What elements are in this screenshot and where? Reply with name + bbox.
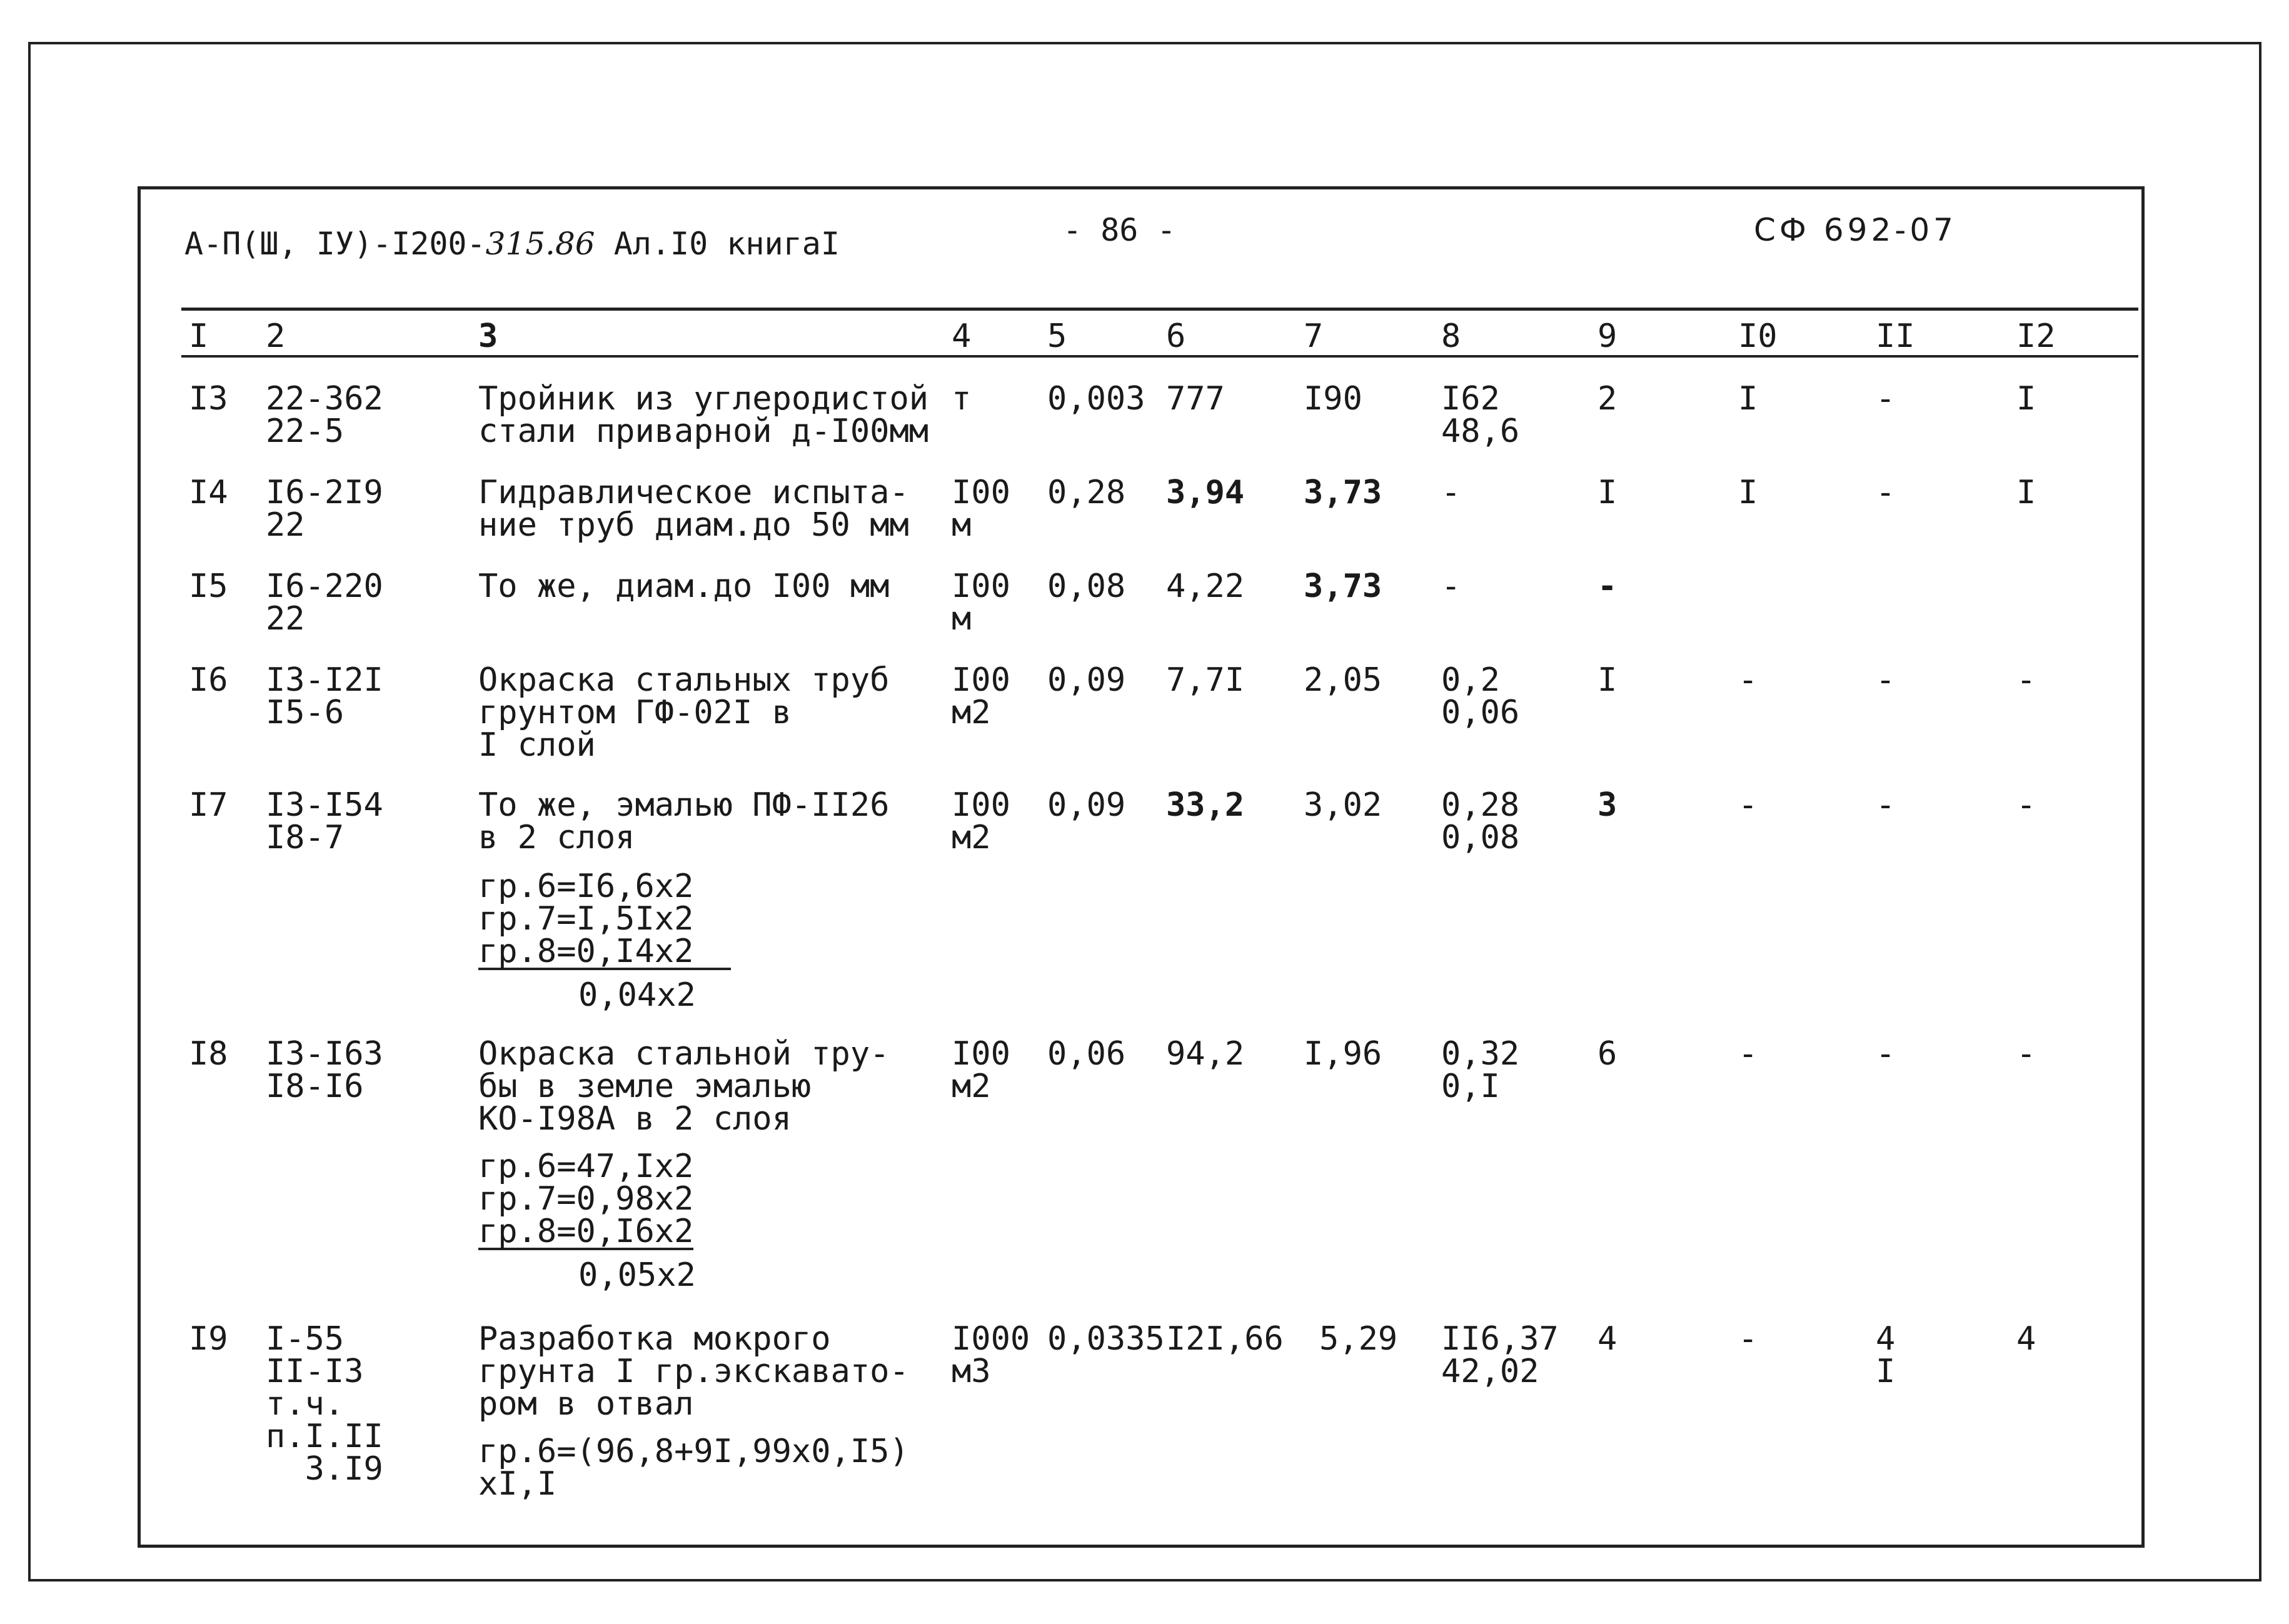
col-8-value: 0,28 0,08	[1441, 786, 1520, 856]
rate-code: I6-220 22	[266, 568, 383, 638]
formula-line: гр.7=0,98x2	[478, 1180, 694, 1218]
column-header-5: 5	[1047, 318, 1067, 355]
work-name: Тройник из углеродистой стали приварной д-I00мм	[478, 380, 929, 450]
formula-line-underlined: гр.8=0,I4x2	[478, 935, 731, 970]
formula-line-underlined: гр.8=0,I6x2	[478, 1213, 694, 1250]
col-12-value: I	[2016, 474, 2036, 511]
col-12-value: -	[2016, 786, 2036, 824]
unit: I00 м2	[952, 661, 1010, 731]
col-7-value: 3,02	[1304, 786, 1382, 824]
col-12-value: -	[2016, 1035, 2036, 1073]
col-11-value: 4 I	[1876, 1320, 1896, 1390]
document-code-handwritten: 315.86	[485, 226, 595, 262]
unit: I00 м	[952, 474, 1010, 544]
col-9-value: 4	[1597, 1320, 1617, 1358]
column-header-3: 3	[478, 318, 498, 355]
formula	[478, 1433, 909, 1503]
document-code-suffix: Ал.I0 книгаI	[595, 226, 840, 262]
col-10-value: -	[1738, 786, 1758, 824]
work-name: Окраска стальной тру- бы в земле эмалью КО-I98А в 2 слоя	[478, 1035, 890, 1138]
col-11-value: -	[1876, 380, 1896, 418]
table-header-rule	[181, 355, 2138, 358]
row-number: I8	[189, 1035, 228, 1073]
col-6-value: 33,2	[1166, 786, 1245, 824]
col-9-value: 6	[1597, 1035, 1617, 1073]
quantity: 0,28	[1047, 474, 1126, 511]
col-8-value: -	[1441, 568, 1461, 605]
col-11-value: -	[1876, 1035, 1896, 1073]
work-name: Разработка мокрого грунта I гр.экскавато- ром в отвал	[478, 1320, 909, 1423]
row-number: I5	[189, 568, 228, 605]
col-11-value: -	[1876, 474, 1896, 511]
col-8-value: II6,37 42,02	[1441, 1320, 1559, 1390]
column-header-9: 9	[1597, 318, 1617, 355]
column-header-7: 7	[1304, 318, 1324, 355]
col-8-value: 0,32 0,I	[1441, 1035, 1520, 1105]
column-header-6: 6	[1166, 318, 1186, 355]
quantity: 0,08	[1047, 568, 1126, 605]
unit: т	[952, 380, 972, 418]
formula	[478, 1150, 693, 1250]
col-9-value: 2	[1597, 380, 1617, 418]
column-header-4: 4	[952, 318, 972, 355]
col-6-value: 94,2	[1166, 1035, 1245, 1073]
column-header-2: 2	[266, 318, 286, 355]
page-number: - 86 -	[1063, 212, 1176, 248]
row-number: I3	[189, 380, 228, 418]
unit: I00 м2	[952, 786, 1010, 856]
col-7-value: 3,73	[1304, 474, 1382, 511]
unit: I00 м2	[952, 1035, 1010, 1105]
unit: I000 м3	[952, 1320, 1030, 1390]
col-12-value: 4	[2016, 1320, 2036, 1358]
col-12-value: I	[2016, 380, 2036, 418]
row-number: I6	[189, 661, 228, 699]
table-top-rule	[181, 308, 2138, 311]
col-9-value: I	[1597, 661, 1617, 699]
sheet-code: СФ 692-07	[1754, 212, 1957, 248]
col-6-value: 3,94	[1166, 474, 1245, 511]
work-name: То же, эмалью ПФ-II26 в 2 слоя	[478, 786, 890, 856]
col-7-value: 3,73	[1304, 568, 1382, 605]
work-name: Окраска стальных труб грунтом ГФ-02I в I слой	[478, 661, 890, 764]
col-8-value: -	[1441, 474, 1461, 511]
document-code-prefix: А-П(Ш, IУ)-I200-	[184, 226, 486, 262]
col-6-value: I2I,66	[1166, 1320, 1284, 1358]
quantity: 0,09	[1047, 661, 1126, 699]
quantity: 0,06	[1047, 1035, 1126, 1073]
document-code	[184, 226, 840, 261]
column-header-12: I2	[2016, 318, 2056, 355]
formula-denominator: 0,04x2	[578, 976, 696, 1014]
formula-line: xI,I	[478, 1465, 557, 1503]
col-9-value: I	[1597, 474, 1617, 511]
formula	[478, 870, 731, 970]
formula-line: гр.6=(96,8+9I,99x0,I5)	[478, 1433, 909, 1470]
rate-code: I3-I54 I8-7	[266, 786, 383, 856]
col-7-value: 5,29	[1319, 1320, 1398, 1358]
rate-code: I3-I63 I8-I6	[266, 1035, 383, 1105]
col-9-value: 3	[1597, 786, 1617, 824]
work-name: Гидравлическое испыта- ние труб диам.до 50 мм	[478, 474, 909, 544]
work-name: То же, диам.до I00 мм	[478, 568, 890, 605]
column-header-1: I	[189, 318, 209, 355]
column-header-11: II	[1876, 318, 1915, 355]
col-10-value: -	[1738, 1320, 1758, 1358]
unit: I00 м	[952, 568, 1010, 638]
rate-code: I6-2I9 22	[266, 474, 383, 544]
col-7-value: 2,05	[1304, 661, 1382, 699]
column-header-10: I0	[1738, 318, 1778, 355]
col-6-value: 4,22	[1166, 568, 1245, 605]
column-header-8: 8	[1441, 318, 1461, 355]
col-8-value: 0,2 0,06	[1441, 661, 1520, 731]
row-number: I7	[189, 786, 228, 824]
quantity: 0,0335	[1047, 1320, 1165, 1358]
rate-code: 22-362 22-5	[266, 380, 383, 450]
row-number: I4	[189, 474, 228, 511]
rate-code: I3-I2I I5-6	[266, 661, 383, 731]
col-11-value: -	[1876, 661, 1896, 699]
row-number: I9	[189, 1320, 228, 1358]
col-10-value: -	[1738, 1035, 1758, 1073]
col-10-value: I	[1738, 474, 1758, 511]
col-12-value: -	[2016, 661, 2036, 699]
col-9-value: -	[1597, 568, 1617, 605]
quantity: 0,09	[1047, 786, 1126, 824]
rate-code: I-55 II-I3 т.ч. п.I.II 3.I9	[266, 1320, 383, 1488]
formula-line: гр.7=I,5Ix2	[478, 900, 694, 938]
col-6-value: 7,7I	[1166, 661, 1245, 699]
quantity: 0,003	[1047, 380, 1145, 418]
formula-line: гр.6=47,Ix2	[478, 1148, 694, 1185]
col-10-value: -	[1738, 661, 1758, 699]
formula-denominator: 0,05x2	[578, 1256, 696, 1294]
col-11-value: -	[1876, 786, 1896, 824]
col-10-value: I	[1738, 380, 1758, 418]
col-7-value: I,96	[1304, 1035, 1382, 1073]
col-6-value: 777	[1166, 380, 1225, 418]
col-7-value: I90	[1304, 380, 1362, 418]
formula-line: гр.6=I6,6x2	[478, 868, 694, 905]
col-8-value: I62 48,6	[1441, 380, 1520, 450]
